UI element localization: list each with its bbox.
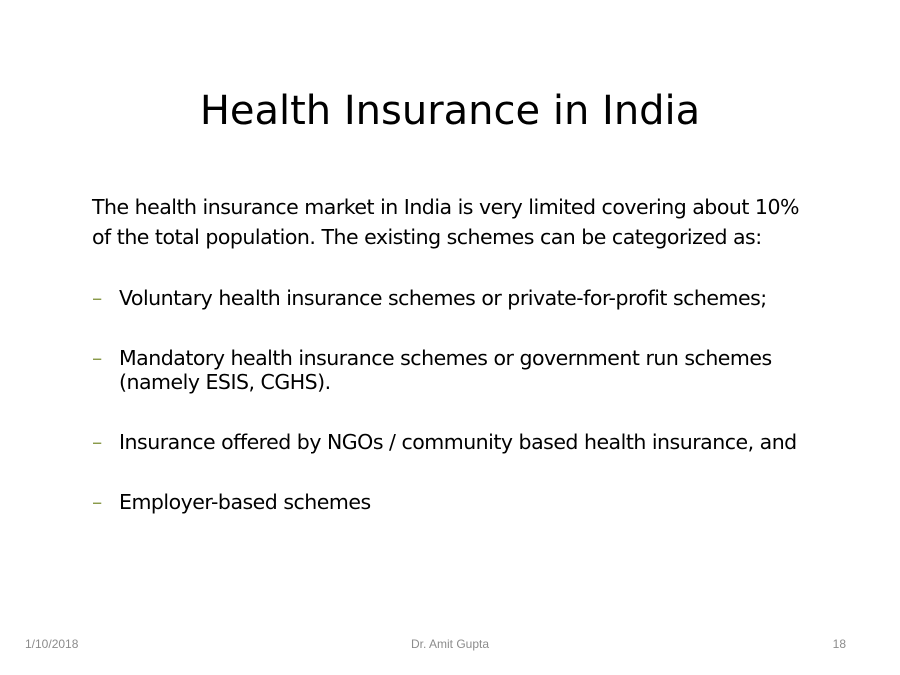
list-item: [92, 286, 804, 310]
footer-author: Dr. Amit Gupta: [410, 637, 490, 651]
list-item-text: Insurance offered by NGOs / community based health insurance, and: [119, 430, 797, 454]
dash-bullet-icon: –: [92, 430, 102, 454]
bullet-list: [92, 286, 804, 514]
slide-title: Health Insurance in India: [199, 88, 701, 134]
dash-bullet-icon: –: [92, 490, 102, 514]
list-item-text: Voluntary health insurance schemes or private-for-profit schemes;: [119, 286, 767, 310]
list-item: [92, 346, 804, 394]
dash-bullet-icon: –: [92, 286, 102, 310]
list-item: [92, 430, 804, 454]
intro-paragraph: The health insurance market in India is very limited covering about 10% of the total population. The existing schemes can be categorized as:: [92, 195, 799, 249]
list-item: [92, 490, 804, 514]
list-item-text: Mandatory health insurance schemes or government run schemes (namely ESIS, CGHS).: [119, 346, 772, 394]
dash-bullet-icon: –: [92, 346, 102, 370]
footer-page-number: 18: [832, 637, 846, 651]
list-item-text: Employer-based schemes: [119, 490, 371, 514]
footer-date: 1/10/2018: [25, 637, 79, 651]
